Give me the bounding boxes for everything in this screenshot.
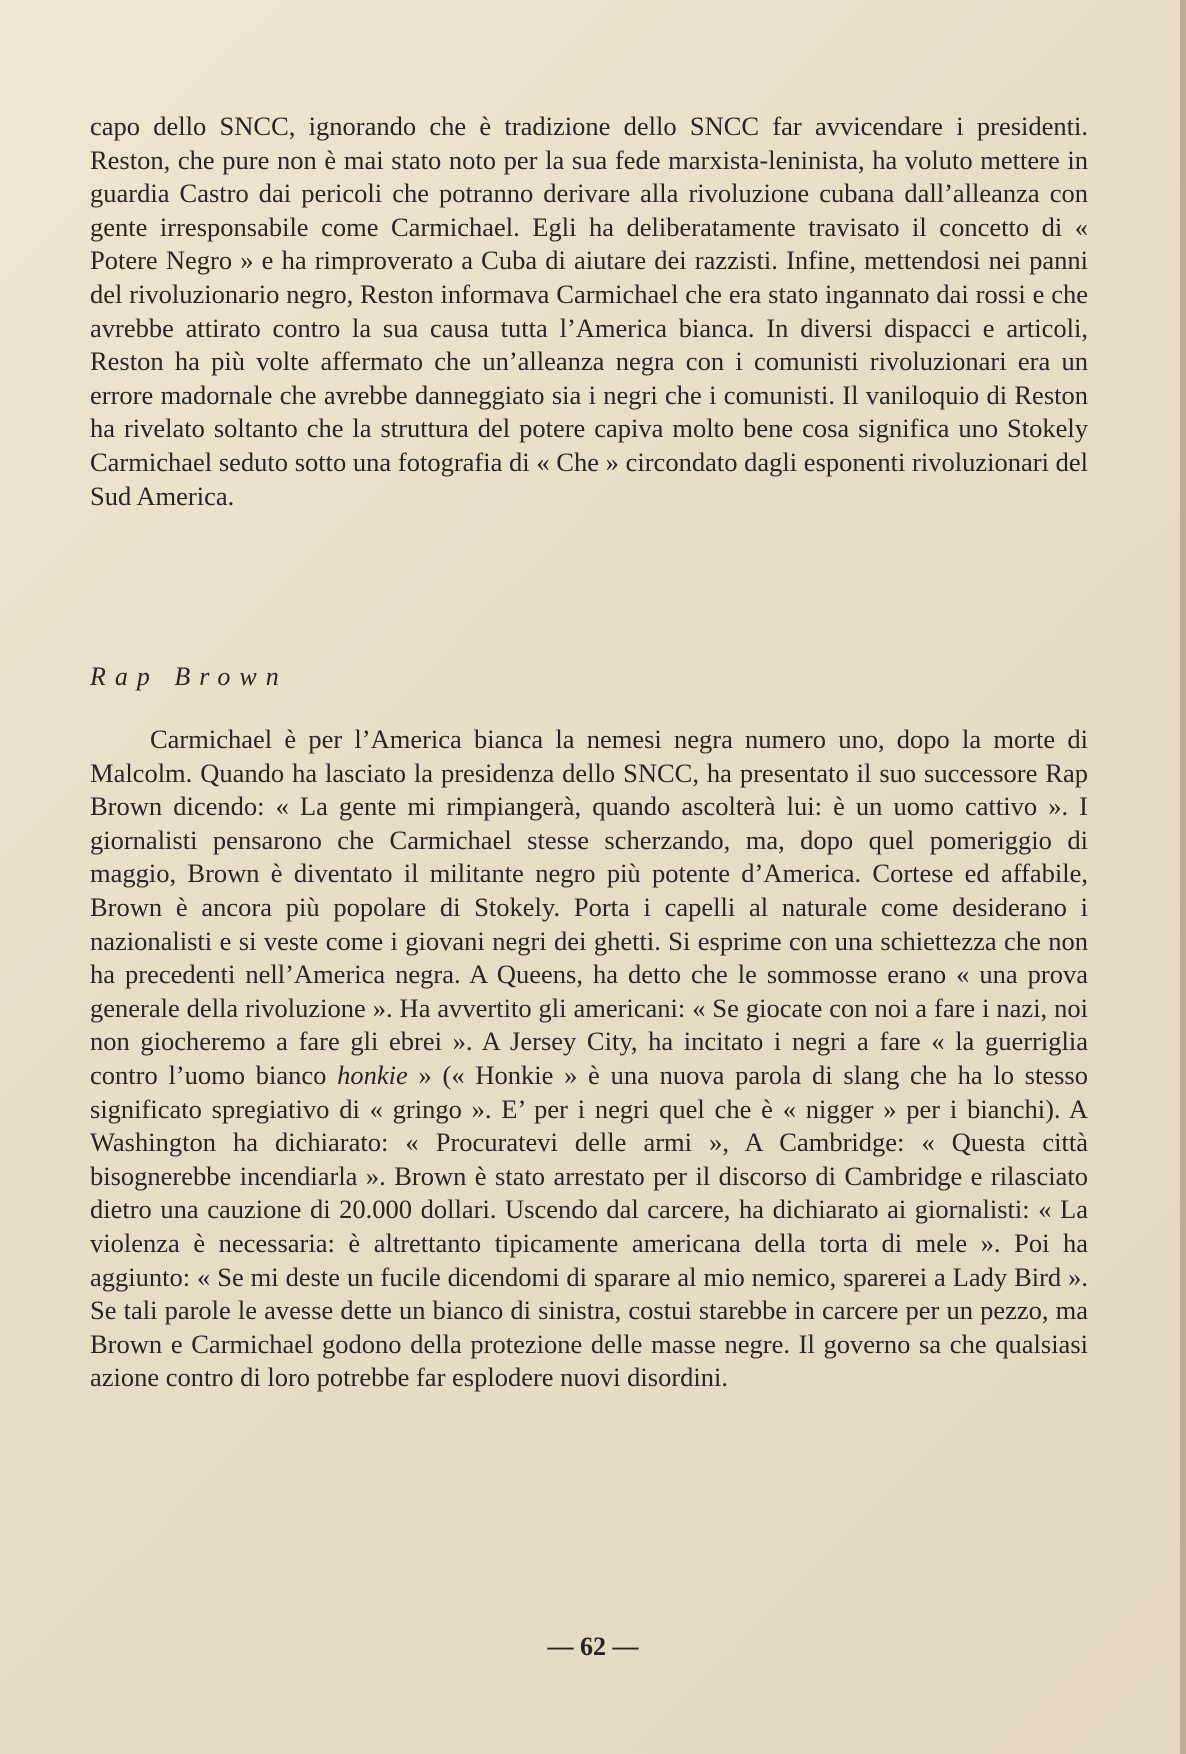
- body-text-top: [90, 110, 1088, 513]
- paragraph-2-part-2: » (« Honkie » è una nuova parola di slang che ha lo stesso significato spregiativo di « gringo ». E’ per i negri quel che è « nigger » per i bianchi). A Washington ha dichiarato: « Procuratevi delle armi », A Cambridge: « Questa città bisognerebbe incendiarla ». Brown è stato arrestato per il discorso di Cambridge e rilasciato dietro una cauzione di 20.000 dollari. Uscendo dal carcere, ha dichiarato ai giornalisti: « La violenza è necessaria: è altrettanto tipicamente americana della torta di mele ». Poi ha aggiunto: « Se mi deste un fucile dicendomi di sparare al mio nemico, sparerei a Lady Bird ». Se tali parole le avesse dette un bianco di sinistra, costui starebbe in carcere per un pezzo, ma Brown e Carmichael godono della protezione delle masse negre. Il governo sa che qualsiasi azione contro di loro potrebbe far esplodere nuovi disordini.: [90, 1059, 1088, 1393]
- body-text-bottom: [90, 723, 1088, 1395]
- paragraph-2-part-1: Carmichael è per l’America bianca la nemesi negra numero uno, dopo la morte di Malcolm. Quando ha lasciato la presidenza dello SNCC, ha presentato il suo successore Rap Brown dicendo: « La gente mi rimpiangerà, quando ascolterà lui: è un uomo cattivo ». I giornalisti pensarono che Carmichael stesse scherzando, ma, dopo quel pomeriggio di maggio, Brown è diventato il militante negro più potente d’America. Cortese ed affabile, Brown è ancora più popolare di Stokely. Porta i capelli al naturale come desiderano i nazionalisti e si veste come i giovani negri dei ghetti. Si esprime con una schiettezza che non ha precedenti nell’America negra. A Queens, ha detto che le sommosse erano « una prova generale della rivoluzione ». Ha avvertito gli americani: « Se giocate con noi a fare i nazi, noi non giocheremo a fare gli ebrei ». A Jersey City, ha incitato i negri a fare « la guerriglia contro l’uomo bianco: [90, 724, 1088, 1090]
- section-heading: Rap Brown: [90, 662, 288, 691]
- paragraph-1: capo dello SNCC, ignorando che è tradizione dello SNCC far avvicendare i presidenti. Reston, che pure non è mai stato noto per la sua fede marxista-leninista, ha voluto mettere in guardia Castro dai pericoli che potranno derivare alla rivoluzione cubana dall’alleanza con gente irresponsabile come Carmichael. Egli ha deliberatamente travisato il concetto di « Potere Negro » e ha rimproverato a Cuba di aiutare dei razzisti. Infine, mettendosi nei panni del rivoluzionario negro, Reston informava Carmichael che era stato ingannato dai rossi e che avrebbe attirato contro la sua causa tutta l’America bianca. In diversi dispacci e articoli, Reston ha più volte affermato che un’alleanza negra con i comunisti rivoluzionari era un errore madornale che avrebbe danneggiato sia i negri che i comunisti. Il vaniloquio di Reston ha rivelato soltanto che la struttura del potere capiva molto bene cosa significa uno Stokely Carmichael seduto sotto una fotografia di « Che » circondato dagli esponenti rivoluzionari del Sud America.: [90, 111, 1088, 511]
- paragraph-2: [90, 723, 1088, 1395]
- page-edge: [1180, 0, 1186, 1754]
- paragraph-2-italic-word: honkie: [337, 1059, 408, 1090]
- page-number: — 62 —: [547, 1632, 639, 1661]
